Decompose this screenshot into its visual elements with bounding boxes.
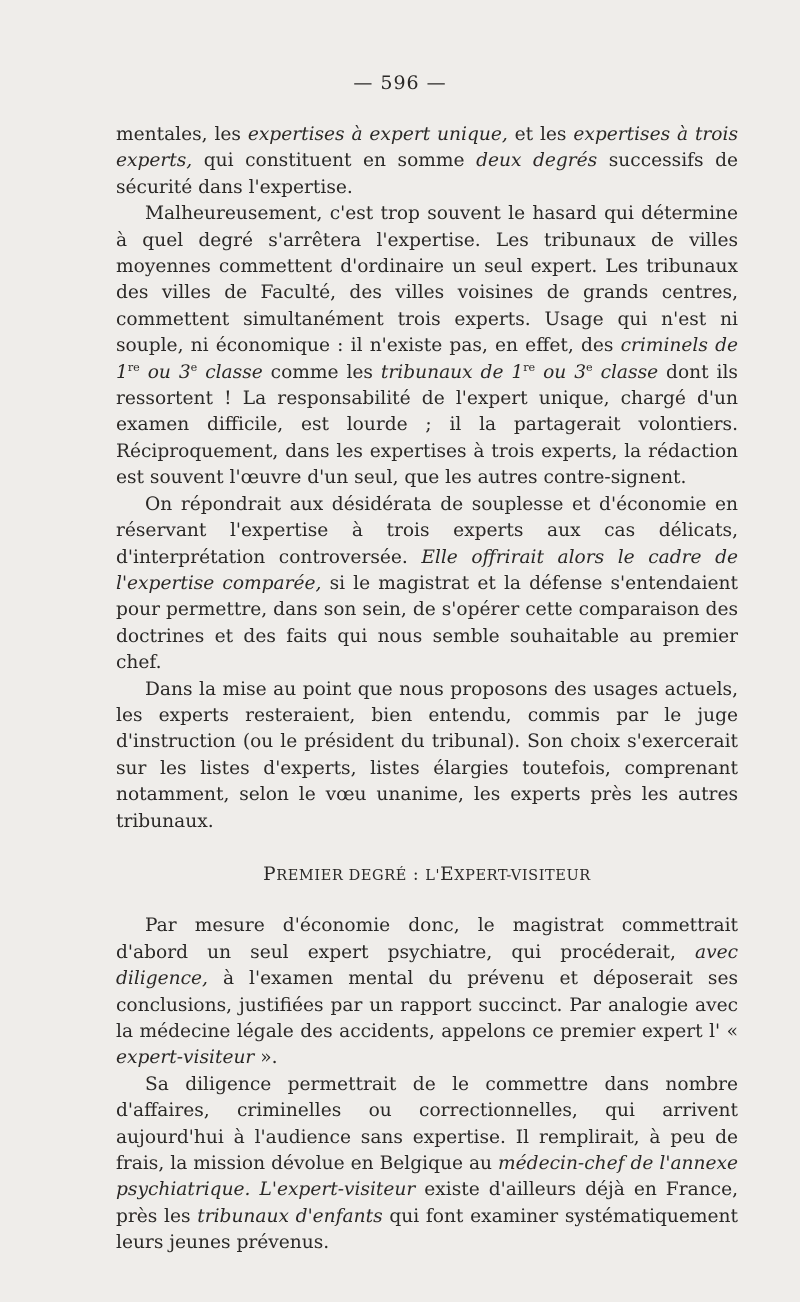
superscript: e [190, 360, 198, 374]
text: ». [254, 1047, 278, 1069]
paragraph-5 [116, 913, 738, 1071]
paragraph-6 [116, 1072, 738, 1257]
heading-separator: : [406, 864, 426, 885]
heading-smallcaps: L' [425, 867, 441, 884]
text: à l'examen mental du prévenu et déposerait ses conclusions, justifiées par un rapport succinct. Par analogie avec la médecine légale des accidents, appelons ce premier expert l' « [116, 968, 738, 1042]
italic-text: médecin-chef de l'annexe psychiatrique. [116, 1153, 738, 1201]
italic-text: expertises à expert unique, [247, 124, 508, 145]
heading-smallcaps: XPERT-VISITEUR [454, 867, 591, 884]
page-body [116, 122, 738, 1257]
italic-text: tribunaux de 1 [380, 361, 524, 383]
heading-initial: P [263, 863, 277, 885]
italic-text: criminels de 1 [116, 335, 738, 383]
paragraph-2 [116, 201, 738, 491]
text: qui constituent en somme [192, 150, 477, 172]
superscript: e [586, 360, 593, 374]
superscript: re [127, 360, 140, 374]
heading-initial: E [440, 863, 455, 885]
text: successifs de sécurité dans l'expertise. [116, 150, 738, 198]
paragraph-4 [116, 677, 738, 835]
paragraph-1 [116, 122, 738, 201]
italic-text: avec diligence, [116, 941, 738, 990]
italic-text: expert-visiteur [116, 1047, 255, 1069]
text: qui font examiner systématiquement leurs jeunes prévenus. [116, 1205, 738, 1254]
text: Malheureusement, c'est trop souvent le hasard qui détermine à quel degré s'arrêtera l'expertise. Les tribunaux de villes moyennes commettent d'ordinaire un seul expert. Les tribunaux des villes de Faculté, des villes voisines de grands centres, commettent simultanément trois experts. Usage qui n'est ni souple, ni économique : il n'existe pas, en effet, des [116, 203, 738, 357]
italic-text: classe [592, 361, 659, 383]
text: existe d'ailleurs déjà en France, près les [116, 1179, 738, 1227]
text: si le magistrat et la défense s'entendaient pour permettre, dans son sein, de s'opérer cette comparaison des doctrines et des faits qui nous semble souhaitable au premier chef. [116, 572, 738, 674]
text: Par mesure d'économie donc, le magistrat commettrait d'abord un seul expert psychiatre, qui procéderait, [116, 915, 738, 963]
text: On répondrait aux désidérata de souplesse et d'économie en réservant l'expertise à trois experts aux cas délicats, d'interprétation controversée. [116, 493, 738, 568]
text: et les [507, 124, 574, 145]
text: dont ils ressortent ! La responsabilité de l'expert unique, chargé d'un examen difficile, est lourde ; il la partagerait volontiers. Réciproquement, dans les expertises à trois experts, la rédaction est souvent l'œuvre d'un seul, que les autres contre-signent. [116, 361, 738, 489]
italic-text: ou 3 [535, 361, 587, 383]
italic-text: expertises à trois experts, [116, 124, 738, 172]
text: comme les [262, 361, 381, 383]
superscript: re [523, 360, 536, 374]
italic-text: ou 3 [139, 361, 191, 383]
italic-text: deux degrés [476, 150, 598, 172]
text: mentales, les [116, 124, 248, 145]
section-heading [116, 862, 738, 889]
paragraph-3 [116, 492, 738, 677]
heading-smallcaps: REMIER DEGRÉ [276, 867, 407, 884]
italic-text: Elle offrirait alors le cadre de l'expertise comparée, [116, 546, 738, 594]
text: Sa diligence permettrait de le commettre dans nombre d'affaires, criminelles ou correctionnelles, qui arrivent aujourd'hui à l'audience sans expertise. Il remplirait, à peu de frais, la mission dévolue en Belgique au [116, 1073, 738, 1175]
italic-text: tribunaux d'enfants [197, 1205, 383, 1227]
text: Dans la mise au point que nous proposons des usages actuels, les experts resteraient, bien entendu, commis par le juge d'instruction (ou le président du tribunal). Son choix s'exercerait sur les listes d'experts, listes élargies toutefois, comprenant notamment, selon le vœu unanime, les experts près les autres tribunaux. [116, 678, 738, 832]
italic-text: L'expert-visiteur [259, 1179, 416, 1201]
page-number: — 596 — [353, 72, 447, 94]
italic-text: classe [197, 361, 263, 383]
